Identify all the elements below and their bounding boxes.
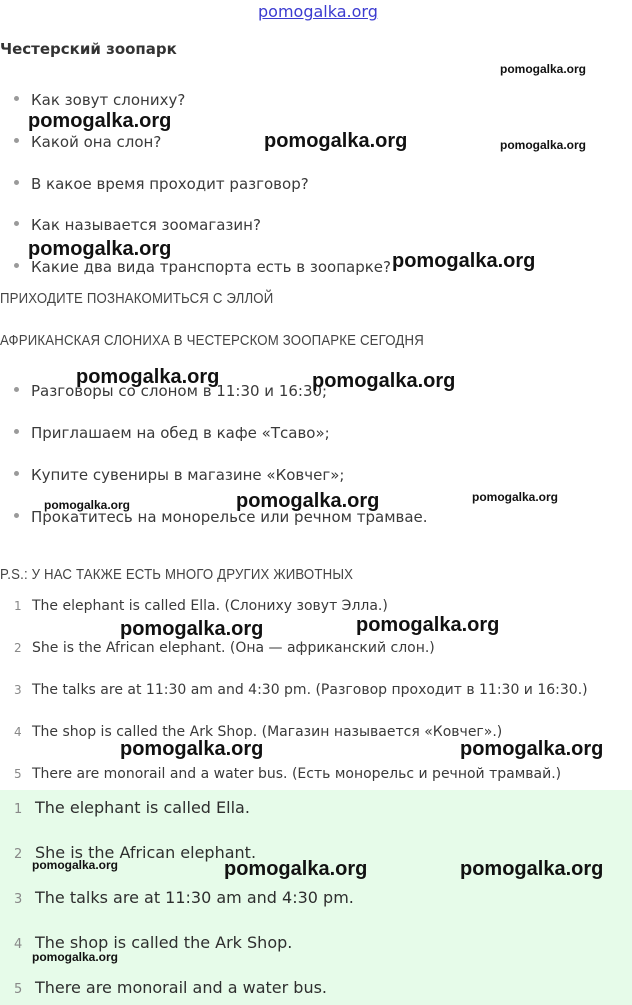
question-text: Какой она слон? [31,133,162,151]
watermark: pomogalka.org [460,738,604,760]
answer-with-translation: 1 The elephant is called Ella. (Слониху зовут Элла.) [14,598,388,614]
question-item [14,175,309,193]
answer-with-translation: 2 She is the African elephant. (Она — африканский слон.) [14,640,435,656]
ad-text: Приглашаем на обед в кафе «Тсаво»; [31,424,330,442]
ad-text: Разговоры со слоном в 11:30 и 16:30; [31,382,328,400]
ad-item [14,424,330,442]
watermark: pomogalka.org [312,370,456,392]
watermark: pomogalka.org [264,130,408,152]
bullet-icon [14,513,19,518]
question-text: В какое время проходит разговор? [31,175,309,193]
answer-with-translation: 4 The shop is called the Ark Shop. (Магазин называется «Ковчег».) [14,724,503,740]
site-link-top[interactable]: pomogalka.org [258,2,378,21]
bullet-icon [14,263,19,268]
question-item [14,91,185,109]
watermark: pomogalka.org [120,738,264,760]
answer-item: 2 She is the African elephant. [14,843,257,862]
question-text: Как зовут слониху? [31,91,186,109]
watermark: pomogalka.org [120,618,264,640]
bullet-icon [14,471,19,476]
watermark: pomogalka.org [472,490,559,504]
bullet-icon [14,221,19,226]
section-heading-2: АФРИКАНСКАЯ СЛОНИХА В ЧЕСТЕРСКОМ ЗООПАРКЕ СЕГОДНЯ [0,332,424,349]
watermark: pomogalka.org [44,498,131,512]
watermark: pomogalka.org [236,490,380,512]
answer-with-translation: 5 There are monorail and a water bus. (Есть монорельс и речной трамвай.) [14,766,562,782]
ad-text: Купите сувениры в магазине «Ковчег»; [31,466,345,484]
watermark: pomogalka.org [500,62,587,76]
answer-item: 4 The shop is called the Ark Shop. [14,933,293,952]
bullet-icon [14,180,19,185]
watermark: pomogalka.org [32,950,119,964]
watermark: pomogalka.org [500,138,587,152]
question-item [14,216,261,234]
watermark: pomogalka.org [392,250,536,272]
watermark: pomogalka.org [28,238,172,260]
answer-item: 3 The talks are at 11:30 am and 4:30 pm. [14,888,354,907]
answer-item: 5 There are monorail and a water bus. [14,978,328,997]
watermark: pomogalka.org [460,858,604,880]
watermark: pomogalka.org [356,614,500,636]
answer-with-translation: 3 The talks are at 11:30 am and 4:30 pm. (Разговор проходит в 11:30 и 16:30.) [14,682,588,698]
watermark: pomogalka.org [28,110,172,132]
question-item [14,133,161,151]
page-title: Честерский зоопарк [0,40,177,58]
watermark: pomogalka.org [76,366,220,388]
question-text: Как называется зоомагазин? [31,216,261,234]
question-text: Какие два вида транспорта есть в зоопарке? [31,258,391,276]
ad-item [14,466,344,484]
watermark: pomogalka.org [224,858,368,880]
bullet-icon [14,429,19,434]
bullet-icon [14,96,19,101]
section-heading-1: ПРИХОДИТЕ ПОЗНАКОМИТЬСЯ С ЭЛЛОЙ [0,290,274,307]
watermark: pomogalka.org [32,858,119,872]
ad-text: Прокатитесь на монорельсе или речном трамвае. [31,508,428,526]
bullet-icon [14,138,19,143]
answer-item: 1 The elephant is called Ella. [14,798,250,817]
bullet-icon [14,387,19,392]
ps-heading: P.S.: У НАС ТАКЖЕ ЕСТЬ МНОГО ДРУГИХ ЖИВОТНЫХ [0,566,354,583]
